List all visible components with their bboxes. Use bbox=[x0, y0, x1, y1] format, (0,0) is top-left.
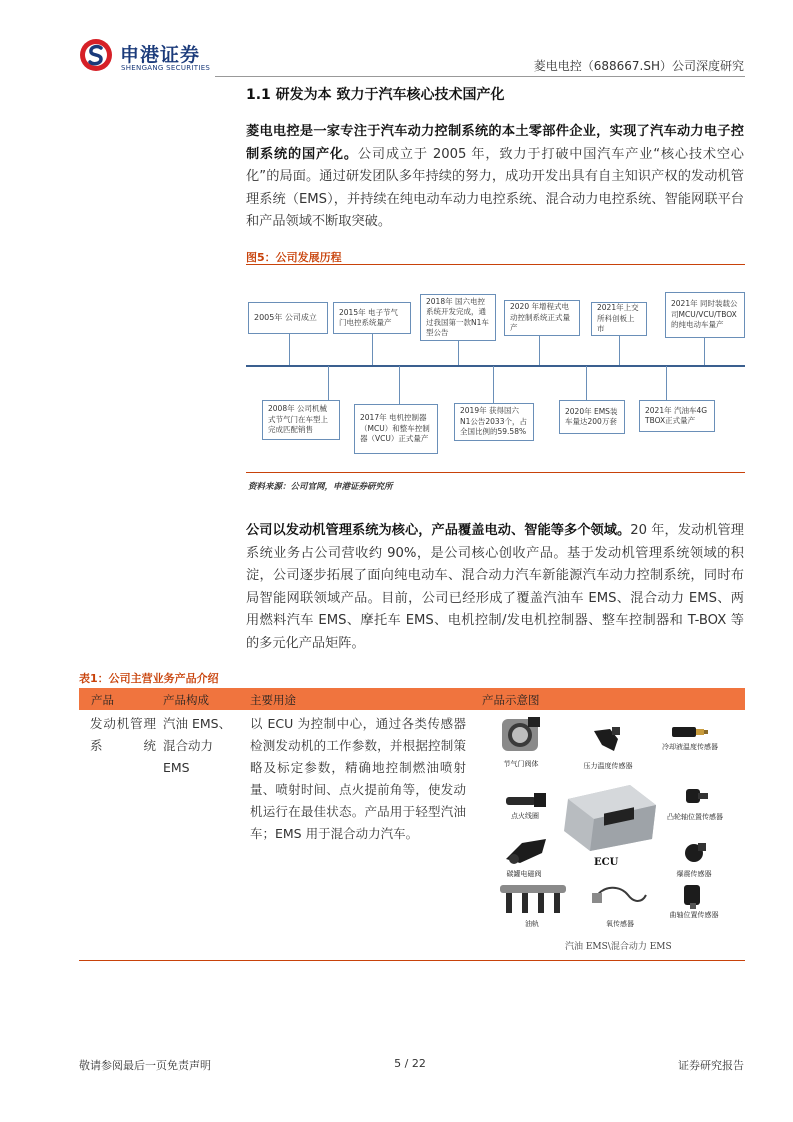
table-header-usage: 主要用途 bbox=[250, 693, 296, 707]
logo-icon bbox=[79, 38, 113, 72]
milestone-2021-tbox: 2021年 汽油车4G TBOX正式量产 bbox=[639, 400, 715, 432]
brand-name: 申港证券 bbox=[120, 44, 201, 66]
report-tag: 菱电电控（688667.SH）公司深度研究 bbox=[533, 59, 744, 73]
paragraph-products-body: 20 年，发动机管理系统业务占公司营收约 90%，是公司核心创收产品。基于发动机管理系统领域的积淀，公司逐步拓展了面向纯电动车、混合动力汽车新能源汽车动力控制系统，同时布局智能网联领域产品。目前，公司已经形成了覆盖汽油车 EMS、混合动力 EMS、两用燃料汽车 EMS、摩托车 EMS、电机控制/发电机控制器、整车控制器和 T-BOX 等的多元化产品矩阵。 bbox=[246, 523, 744, 651]
knock-sensor-icon bbox=[682, 839, 708, 865]
figure-title: 图5：公司发展历程 bbox=[246, 251, 342, 264]
section-title: 1.1 研发为本 致力于汽车核心技术国产化 bbox=[246, 87, 505, 103]
pressure-sensor-icon bbox=[590, 725, 624, 755]
timeline-axis bbox=[246, 365, 745, 367]
table-header-product: 产品 bbox=[91, 693, 114, 707]
figure-bottom-rule bbox=[246, 472, 745, 473]
timeline-connector bbox=[289, 334, 290, 365]
milestone-2005: 2005年 公司成立 bbox=[248, 302, 328, 334]
timeline-connector bbox=[619, 336, 620, 365]
label-canister: 碳罐电磁阀 bbox=[506, 870, 542, 878]
header-divider bbox=[215, 76, 745, 77]
table-bottom-rule bbox=[79, 960, 745, 961]
fuel-rail-icon bbox=[496, 881, 570, 917]
label-cam: 凸轮轴位置传感器 bbox=[667, 813, 723, 821]
timeline-connector bbox=[328, 366, 329, 400]
paragraph-products bbox=[246, 520, 744, 655]
timeline bbox=[246, 266, 745, 471]
paragraph-intro-body: 公司成立于 2005 年，致力于打破中国汽车产业“核心技术空心化”的局面。通过研发团队多年持续的努力，成功开发出具有自主知识产权的发动机管理系统（EMS），并持续在纯电动车动力电控系统、混合动力电控系统、智能网联平台和产品领域不断取突破。 bbox=[246, 146, 744, 229]
coolant-sensor-icon bbox=[670, 721, 710, 741]
paragraph-products-lead: 公司以发动机管理系统为核心，产品覆盖电动、智能等多个领域。 bbox=[246, 523, 631, 538]
paragraph-intro bbox=[246, 121, 744, 234]
figure-top-rule bbox=[246, 264, 745, 265]
ecu-icon bbox=[560, 779, 660, 855]
timeline-connector bbox=[372, 334, 373, 365]
oxygen-sensor-icon bbox=[590, 881, 650, 913]
table-cell-composition: 汽油 EMS、混合动力 EMS bbox=[163, 716, 232, 775]
milestone-2021-ipo: 2021年上交所科创板上市 bbox=[591, 302, 647, 336]
table-header-composition: 产品构成 bbox=[163, 693, 209, 707]
timeline-connector bbox=[399, 366, 400, 404]
label-knock: 爆震传感器 bbox=[676, 870, 712, 878]
table-cell-usage: 以 ECU 为控制中心，通过各类传感器检测发动机的工作参数，并根据控制策略及标定参数，精确地控制燃油喷射量、喷射时间、点火提前角等，使发动机运行在最佳状态。产品用于轻型汽油车；EMS 用于混合动力汽车。 bbox=[250, 716, 466, 841]
table-title: 表1：公司主营业务产品介绍 bbox=[79, 672, 219, 685]
page-number: 5 / 22 bbox=[394, 1057, 426, 1070]
ems-product-diagram bbox=[490, 713, 740, 953]
milestone-2018: 2018年 国六电控系统开发完成，通过我国第一款N1车型公告 bbox=[420, 294, 496, 341]
timeline-connector bbox=[666, 366, 667, 400]
table-header bbox=[79, 688, 745, 710]
milestone-2008: 2008年 公司机械式节气门在车型上完成匹配销售 bbox=[262, 400, 340, 440]
crank-sensor-icon bbox=[678, 881, 708, 911]
label-throttle: 节气门阀体 bbox=[503, 760, 539, 768]
milestone-2019: 2019年 获得国六N1公告2033个，占全国比例的59.58% bbox=[454, 403, 534, 441]
figure-source: 资料来源：公司官网，申港证券研究所 bbox=[248, 482, 393, 492]
milestone-2021-ev: 2021年 同时装载公司MCU/VCU/TBOX的纯电动车量产 bbox=[665, 292, 745, 338]
canister-valve-icon bbox=[502, 833, 552, 869]
throttle-body-icon bbox=[498, 715, 542, 755]
milestone-2020-ems: 2020年 EMS装车量达200万套 bbox=[559, 400, 625, 434]
footer-disclaimer: 敬请参阅最后一页免责声明 bbox=[79, 1059, 211, 1072]
timeline-connector bbox=[493, 366, 494, 403]
label-rail: 油轨 bbox=[525, 920, 539, 928]
ignition-coil-icon bbox=[504, 789, 548, 813]
milestone-2015: 2015年 电子节气门电控系统量产 bbox=[333, 302, 411, 334]
timeline-connector bbox=[539, 336, 540, 365]
label-crank: 曲轴位置传感器 bbox=[669, 911, 719, 919]
label-oxygen: 氧传感器 bbox=[606, 920, 634, 928]
label-ignition: 点火线圈 bbox=[511, 812, 539, 820]
table-cell-product: 发动机管理系统 bbox=[90, 716, 156, 753]
milestone-2020-erev: 2020 年增程式电动控制系统正式量产 bbox=[504, 300, 580, 336]
timeline-connector bbox=[704, 338, 705, 365]
label-pressure: 压力温度传感器 bbox=[583, 762, 633, 770]
paragraph-intro-lead: 菱电电控是一家专注于汽车动力控制系统的本土零部件企业，实现了汽车动力电子控制系统的国产化。 bbox=[246, 124, 744, 162]
timeline-connector bbox=[586, 366, 587, 400]
milestone-2017: 2017年 电机控制器（MCU）和整车控制器（VCU）正式量产 bbox=[354, 404, 438, 454]
brand-name-en: SHENGANG SECURITIES bbox=[121, 64, 211, 72]
label-coolant: 冷却液温度传感器 bbox=[662, 743, 718, 751]
label-ecu: ECU bbox=[594, 857, 619, 868]
table-header-diagram: 产品示意图 bbox=[482, 693, 540, 707]
footer-report-type: 证券研究报告 bbox=[678, 1059, 744, 1072]
diagram-caption: 汽油 EMS\混合动力 EMS bbox=[565, 942, 672, 952]
timeline-connector bbox=[458, 341, 459, 365]
cam-sensor-icon bbox=[680, 785, 710, 811]
